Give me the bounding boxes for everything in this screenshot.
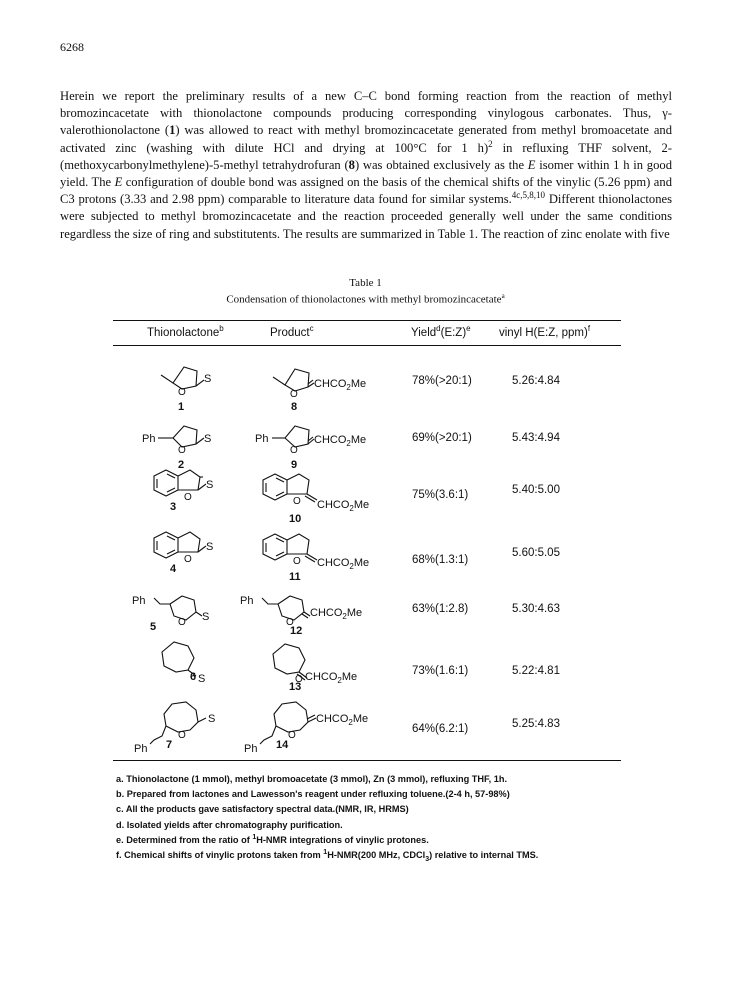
vinyl-shift-cell: 5.22:4.81 [512, 665, 560, 677]
svg-text:S: S [198, 673, 206, 685]
svg-text:6: 6 [190, 671, 197, 683]
vinyl-shift-cell: 5.60:5.05 [512, 547, 560, 559]
vinyl-shift-cell: 5.40:5.00 [512, 484, 560, 496]
compound-number: 1 [178, 401, 185, 413]
svg-text:O: O [178, 387, 186, 398]
svg-text:Ph: Ph [255, 433, 269, 445]
svg-text:Ph: Ph [240, 595, 254, 607]
svg-text:O: O [293, 496, 301, 507]
product-structure-14 [240, 698, 390, 763]
footnote: d. Isolated yields after chromatography purification. [116, 819, 343, 830]
svg-text:O: O [290, 389, 298, 400]
svg-text:2: 2 [178, 459, 185, 471]
svg-text:O: O [288, 730, 296, 741]
footnote: c. All the products gave satisfactory spectral data.(NMR, IR, HRMS) [116, 804, 409, 815]
svg-text:O: O [184, 554, 192, 565]
yield-cell: 75%(3.6:1) [412, 489, 469, 501]
svg-text:Ph: Ph [244, 743, 258, 755]
svg-text:10: 10 [289, 513, 302, 525]
header-product: Product$^c$ [270, 324, 314, 339]
svg-text:O: O [286, 617, 294, 628]
footnote: a. Thionolactone (1 mmol), methyl bromoacetate (3 mmol), Zn (3 mmol), refluxing THF, 1h. [116, 774, 508, 784]
svg-text:CHCO2Me: $CHCO_2Me$ [314, 378, 367, 392]
vinyl-shift-cell: 5.25:4.83 [512, 718, 560, 730]
svg-text:CHCO2Me: $CHCO_2Me$ [305, 671, 358, 685]
yield-cell: 73%(1.6:1) [412, 665, 469, 677]
thionolactone-structure-6 [140, 640, 250, 700]
body-paragraph: Herein we report the preliminary results of a new C–C bond forming reaction from the reaction of methyl bromozincacetate with thionolactone compounds producing corresponding vinylogous carbonates. Thus, γ-valerothionolactone (1) was allowed to react with methyl bromozincacetate generated from methyl bromoacetate and activated zinc (washing with dilute HCl and drying at 100°C for 1 h)$^2$ in refluxing THF solvent, 2-(methoxycarbonylmethylene)-5-methyl tetrahydrofuran (8) was obtained exclusively as the E isomer within 1 h in good yield. The E configuration of double bond was assigned on the basis of the chemical shifts of the vinylic (5.26 ppm) and C3 protons (3.33 and 2.98 ppm) comparable to literature data found for similar systems.$^{4c,5,8,10}$ Different thionolactones were subjected to methyl bromozincacetate and the reaction proceeded generally well under the same conditions regardless the size of ring and substitutents. The results are summarized in Table 1. The reaction of zinc enolate with five [60, 89, 673, 241]
svg-text:CHCO2Me: $CHCO_2Me$ [316, 713, 369, 727]
svg-text:12: 12 [290, 625, 303, 637]
svg-text:O: O [295, 674, 303, 685]
svg-text:CHCO2Me: $CHCO_2Me$ [314, 434, 367, 448]
svg-text:4: 4 [170, 563, 177, 575]
svg-text:S: S [202, 611, 210, 623]
table-top-rule [113, 320, 621, 321]
yield-cell: 64%(6.2:1) [412, 723, 469, 735]
thionolactone-structure-7 [130, 698, 250, 763]
svg-text:CHCO2Me: $CHCO_2Me$ [310, 607, 363, 621]
table-header-rule [113, 345, 621, 346]
vinyl-shift-cell: 5.43:4.94 [512, 432, 560, 444]
vinyl-shift-cell: 5.26:4.84 [512, 375, 560, 387]
table-footnotes [116, 772, 676, 863]
yield-cell: 63%(1:2.8) [412, 603, 469, 615]
svg-text:CHCO2Me: $CHCO_2Me$ [317, 499, 370, 513]
svg-text:S: S [204, 373, 212, 385]
svg-text:9: 9 [291, 459, 298, 471]
footnote: b. Prepared from lactones and Lawesson's reagent under refluxing toluene.(2-4 h, 57-98%) [116, 789, 510, 800]
thionolactone-structure-3 [140, 468, 250, 528]
svg-text:S: S [204, 433, 212, 445]
svg-text:S: S [206, 541, 214, 553]
svg-text:O: O [178, 730, 186, 741]
header-yield: Yield$^d$(E:Z)$^e$ [411, 324, 471, 339]
svg-text:3: 3 [170, 501, 177, 513]
product-structure-8 [255, 355, 395, 415]
svg-text:14: 14 [276, 739, 289, 751]
svg-text:O: O [184, 492, 192, 503]
svg-text:13: 13 [289, 681, 302, 693]
table-bottom-rule [113, 760, 621, 761]
yield-cell: 78%(>20:1) [412, 375, 472, 387]
page-number: 6268 [60, 40, 84, 54]
svg-text:7: 7 [166, 739, 173, 751]
product-structure-13 [255, 640, 395, 700]
product-structure-11 [255, 530, 395, 590]
header-thionolactone: Thionolactone$^b$ [147, 324, 224, 339]
footnote: e. Determined from the ratio of $^1$H-NMR integrations of vinylic protones. [116, 833, 429, 845]
svg-text:Ph: Ph [132, 595, 146, 607]
header-vinyl: vinyl H(E:Z, ppm)$^f$ [499, 324, 591, 339]
svg-text:O: O [293, 556, 301, 567]
svg-text:CHCO2Me: $CHCO_2Me$ [317, 557, 370, 571]
svg-text:S: S [208, 713, 216, 725]
svg-text:S: S [206, 479, 214, 491]
table-label: Table 1 [349, 277, 382, 289]
thionolactone-structure-1 [140, 355, 250, 415]
svg-text:O: O [178, 445, 186, 456]
svg-text:Ph: Ph [134, 743, 148, 755]
svg-text:11: 11 [289, 571, 301, 583]
footnote: f. Chemical shifts of vinylic protons taken from $^1$H-NMR(200 MHz, CDCl$_3$) relative to internal TMS. [116, 848, 539, 863]
svg-text:Ph: Ph [142, 433, 156, 445]
thionolactone-structure-4 [140, 530, 250, 590]
svg-text:8: 8 [291, 401, 298, 413]
svg-text:O: O [290, 445, 298, 456]
product-structure-10 [255, 470, 395, 530]
table-caption: Condensation of thionolactones with methyl bromozincacetate$^a$ [226, 292, 505, 306]
svg-text:5: 5 [150, 621, 157, 633]
yield-cell: 68%(1.3:1) [412, 554, 469, 566]
vinyl-shift-cell: 5.30:4.63 [512, 603, 560, 615]
svg-text:O: O [178, 617, 186, 628]
yield-cell: 69%(>20:1) [412, 432, 472, 444]
